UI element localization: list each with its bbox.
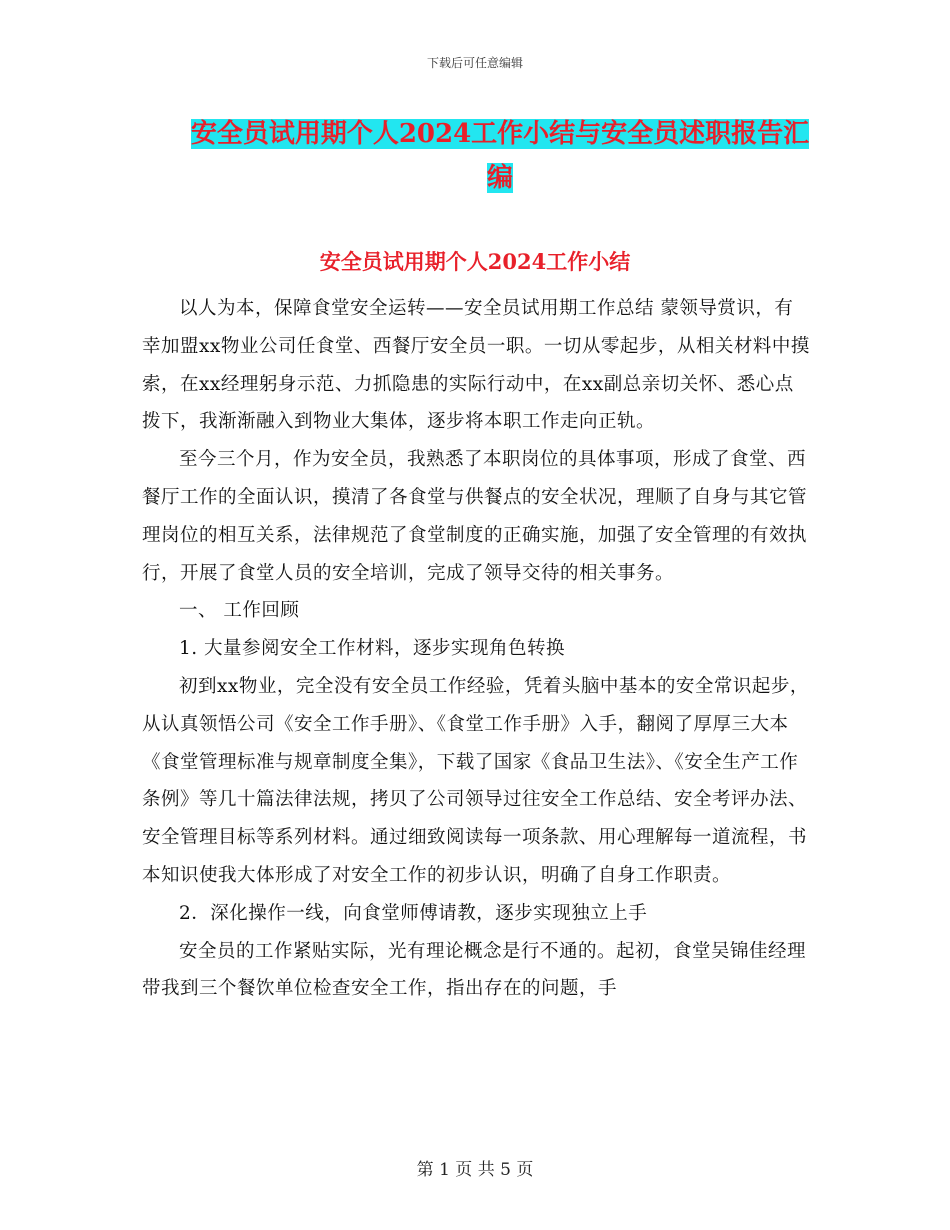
paragraph-intro: 以人为本，保障食堂安全运转——安全员试用期工作总结 蒙领导赏识，有幸加盟xx物业公司任食堂、西餐厅安全员一职。一切从零起步，从相关材料中摸索，在xx经理躬身示范、力抓隐患的实际行动中，在xx副总亲切关怀、悉心点拨下，我渐渐融入到物业大集体，逐步将本职工作走向正轨。 [142, 298, 810, 433]
document-body [142, 290, 810, 1008]
heading-work-review: 一、 工作回顾 [179, 600, 300, 622]
subheading-2: 2．深化操作一线，向食堂师傅请教，逐步实现独立上手 [179, 902, 648, 924]
paragraph-practice: 安全员的工作紧贴实际，光有理论概念是行不通的。起初，食堂吴锦佳经理带我到三个餐饮单位检查安全工作，指出存在的问题，手 [142, 940, 807, 1000]
document-title-line-2: 编 [486, 163, 513, 193]
paragraph-summary: 至今三个月，作为安全员，我熟悉了本职岗位的具体事项，形成了食堂、西餐厅工作的全面认识，摸清了各食堂与供餐点的安全状况，理顺了自身与其它管理岗位的相互关系，法律规范了食堂制度的正确实施，加强了安全管理的有效执行，开展了食堂人员的安全培训，完成了领导交待的相关事务。 [142, 449, 808, 584]
paragraph-materials: 初到xx物业，完全没有安全员工作经验，凭着头脑中基本的安全常识起步，从认真领悟公司《安全工作手册》、《食堂工作手册》入手，翻阅了厚厚三大本《食堂管理标准与规章制度全集》，下载了国家《食品卫生法》、《安全生产工作条例》等几十篇法律法规，拷贝了公司领导过往安全工作总结、安全考评办法、安全管理目标等系列材料。通过细致阅读每一项条款、用心理解每一道流程，书本知识使我大体形成了对安全工作的初步认识，明确了自身工作职责。 [142, 675, 809, 886]
page-footer: 第 1 页 共 5 页 [416, 1160, 534, 1180]
document-title [140, 112, 860, 200]
subheading-1: 1. 大量参阅安全工作材料，逐步实现角色转换 [179, 638, 566, 660]
section-title: 安全员试用期个人2024工作小结 [319, 249, 631, 274]
document-title-line-1: 安全员试用期个人2024工作小结与安全员述职报告汇 [190, 119, 810, 149]
header-note: 下载后可任意编辑 [426, 56, 523, 70]
